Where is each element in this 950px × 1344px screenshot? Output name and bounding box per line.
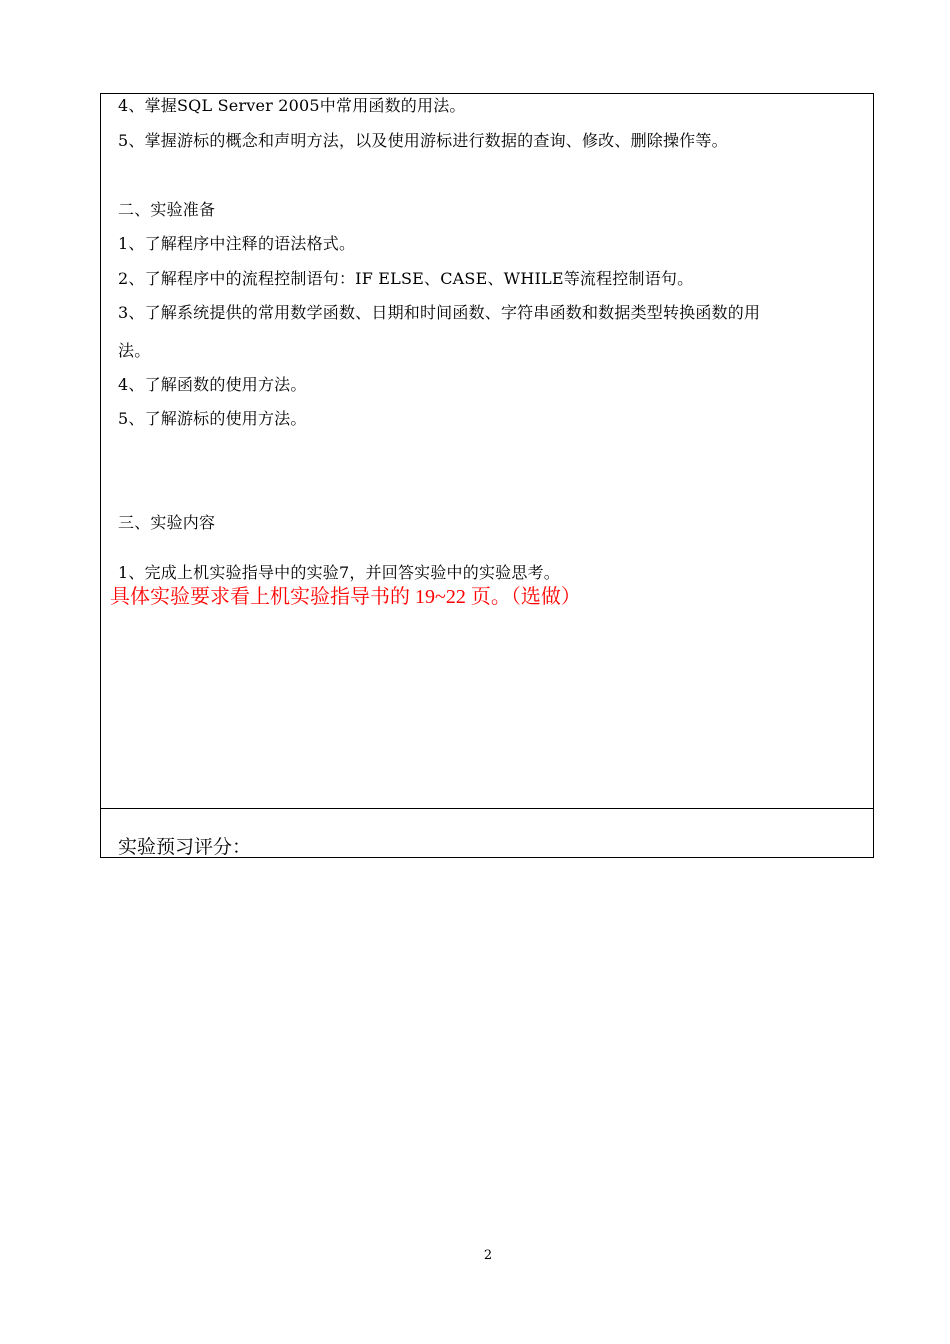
content-item-1: 1、完成上机实验指导中的实验7，并回答实验中的实验思考。	[118, 563, 560, 582]
preparation-item-3-line-1: 3、了解系统提供的常用数学函数、日期和时间函数、字符串函数和数据类型转换函数的用	[118, 303, 761, 322]
table-row-divider	[100, 808, 874, 809]
section-heading-content: 三、实验内容	[118, 513, 216, 532]
objective-item-5: 5、掌握游标的概念和声明方法，以及使用游标进行数据的查询、修改、删除操作等。	[118, 131, 728, 150]
red-instruction-note: 具体实验要求看上机实验指导书的 19~22 页。（选做）	[110, 586, 581, 608]
preparation-item-3-line-2: 法。	[118, 341, 151, 360]
preparation-item-2: 2、了解程序中的流程控制语句：IF ELSE、CASE、WHILE等流程控制语句。	[118, 269, 694, 288]
preparation-item-1: 1、了解程序中注释的语法格式。	[118, 234, 356, 253]
section-heading-preparation: 二、实验准备	[118, 200, 216, 219]
preparation-item-4: 4、了解函数的使用方法。	[118, 375, 307, 394]
experiment-table	[100, 93, 874, 858]
page-number: 2	[483, 1248, 493, 1263]
preview-score-label: 实验预习评分：	[118, 836, 252, 858]
objective-item-4: 4、掌握SQL Server 2005中常用函数的用法。	[118, 96, 466, 115]
preparation-item-5: 5、了解游标的使用方法。	[118, 409, 307, 428]
